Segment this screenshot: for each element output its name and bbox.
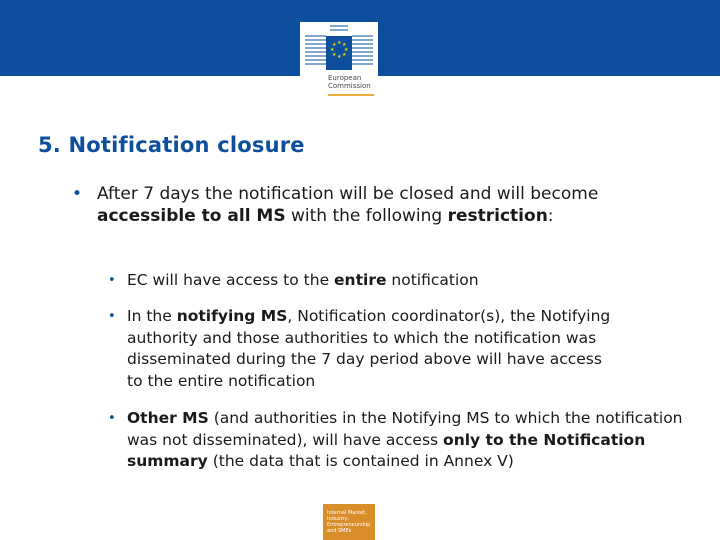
svg-text:★: ★: [342, 52, 347, 58]
svg-text:★: ★: [332, 52, 337, 58]
svg-text:★: ★: [330, 47, 335, 53]
logo-line-2: Commission: [328, 82, 371, 90]
slide-title: 5. Notification closure: [38, 133, 305, 157]
sub-bullet-text: In the notifying MS, Notification coordinator(s), the Notifying authority and those authorities to which the notification was disseminated during the 7 day period above will have access to the entire notification: [127, 307, 611, 390]
bullet-marker: •: [108, 411, 116, 426]
main-bullet-text: After 7 days the notification will be closed and will become accessible to all MS with the following restriction:: [97, 184, 599, 226]
main-bullet: [72, 183, 632, 227]
bullet-marker: •: [108, 273, 116, 288]
logo-wordmark: [328, 74, 376, 90]
sub-bullet-other-ms: [108, 408, 688, 473]
dg-badge-text: Internal Market, Industry, Entrepreneurship and SMEs: [327, 510, 371, 534]
bullet-marker: •: [108, 309, 116, 324]
svg-text:★: ★: [342, 42, 347, 48]
dg-footer-badge: [323, 504, 375, 540]
bullet-marker: •: [72, 184, 83, 204]
sub-bullet-text: Other MS (and authorities in the Notifying MS to which the notification was not disseminated), will have access only to the Notification summary (the data that is contained in Annex V): [127, 409, 683, 470]
svg-text:★: ★: [332, 42, 337, 48]
logo-underline: [328, 94, 374, 96]
svg-text:★: ★: [337, 40, 342, 46]
european-commission-logo: [300, 22, 378, 100]
sub-bullet-notifying-ms: [108, 306, 688, 392]
svg-text:★: ★: [344, 47, 349, 53]
logo-line-1: European: [328, 74, 362, 82]
svg-text:★: ★: [337, 54, 342, 60]
sub-bullet-ec: [108, 270, 688, 292]
sub-bullet-text: EC will have access to the entire notification: [127, 271, 479, 289]
